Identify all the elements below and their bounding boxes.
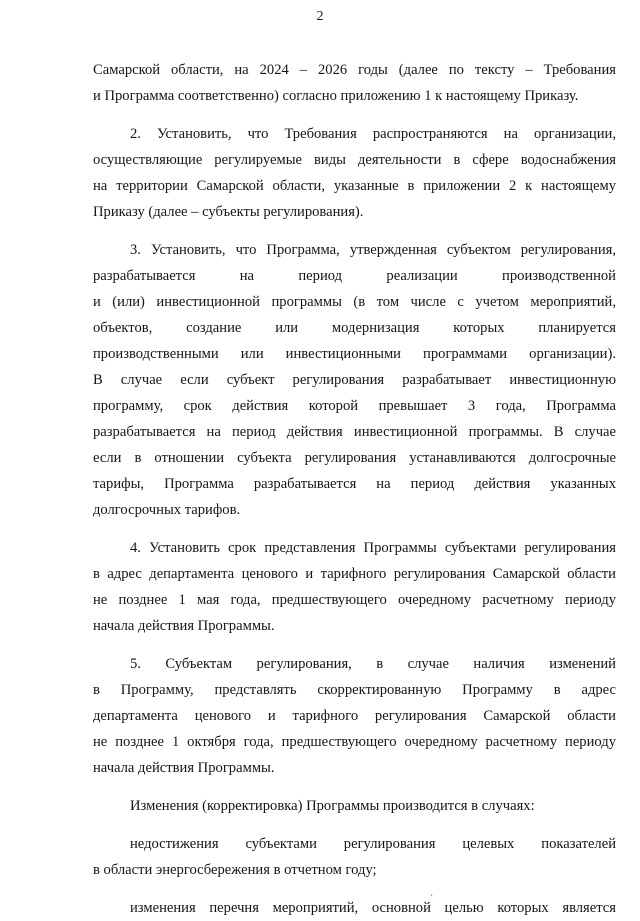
text-line: разрабатывается на период действия инвестиционной программы. В случае (93, 424, 616, 440)
text-line: если в отношении субъекта регулирования устанавливаются долгосрочные (93, 450, 616, 466)
text-line: департамента ценового и тарифного регулирования Самарской области (93, 708, 616, 724)
text-line: в области энергосбережения в отчетном году; (93, 862, 377, 878)
text-line: Самарской области, на 2024 – 2026 годы (далее по тексту – Требования (93, 62, 616, 78)
text-line: программу, срок действия которой превышает 3 года, Программа (93, 398, 616, 414)
paragraph-gap (93, 781, 616, 793)
paragraph-gap (93, 639, 616, 651)
text-line: производственными или инвестиционными программами организации). (93, 346, 616, 362)
page-number: 2 (316, 9, 324, 24)
paragraph-gap (93, 523, 616, 535)
text-line: Приказу (далее – субъекты регулирования). (93, 204, 364, 220)
text-line: недостижения субъектами регулирования целевых показателей (130, 836, 616, 852)
text-line: не позднее 1 мая года, предшествующего очередному расчетному периоду (93, 592, 616, 608)
text-line: Изменения (корректировка) Программы производится в случаях: (130, 798, 535, 814)
text-line: В случае если субъект регулирования разрабатывает инвестиционную (93, 372, 616, 388)
text-line: в адрес департамента ценового и тарифного регулирования Самарской области (93, 566, 616, 582)
text-line: тарифы, Программа разрабатывается на период действия указанных (93, 476, 616, 492)
text-line: в Программу, представлять скорректированную Программу в адрес (93, 682, 616, 698)
text-line: 2. Установить, что Требования распространяются на организации, (130, 126, 616, 142)
document-body (93, 57, 616, 921)
text-line: 4. Установить срок представления Программы субъектами регулирования (130, 540, 616, 556)
text-line: 5. Субъектам регулирования, в случае наличия изменений (130, 656, 616, 672)
text-line: не позднее 1 октября года, предшествующего очередному расчетному периоду (93, 734, 616, 750)
paragraph-gap (93, 883, 616, 895)
paragraph-gap (93, 819, 616, 831)
paragraph-gap (93, 109, 616, 121)
paragraph-gap (93, 225, 616, 237)
text-line: осуществляющие регулируемые виды деятельности в сфере водоснабжения (93, 152, 616, 168)
text-line: разрабатывается на период реализации производственной (93, 268, 616, 284)
text-line: начала действия Программы. (93, 760, 275, 776)
text-line: начала действия Программы. (93, 618, 275, 634)
text-line: изменения перечня мероприятий, основной целью которых является (130, 900, 616, 916)
text-line: объектов, создание или модернизация которых планируется (93, 320, 616, 336)
text-line: на территории Самарской области, указанные в приложении 2 к настоящему (93, 178, 616, 194)
text-line: и Программа соответственно) согласно приложению 1 к настоящему Приказу. (93, 88, 579, 104)
text-line: долгосрочных тарифов. (93, 502, 241, 518)
scan-mark: ˎ (430, 886, 433, 896)
text-line: и (или) инвестиционной программы (в том числе с учетом мероприятий, (93, 294, 616, 310)
text-line: 3. Установить, что Программа, утвержденная субъектом регулирования, (130, 242, 616, 258)
